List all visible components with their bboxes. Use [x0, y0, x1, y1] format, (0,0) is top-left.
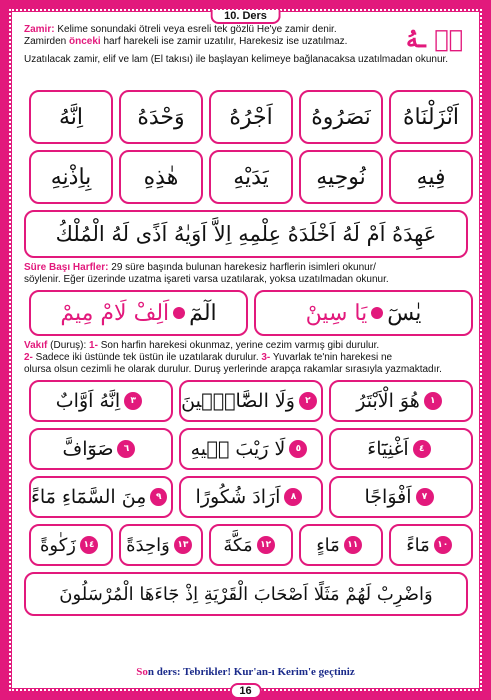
vakif-l3: olursa olsun cezimli he olarak durulur. Duruş yerlerinde arapça rakamlar sırasıyla yazmaktadır.: [24, 364, 442, 375]
harf-reading: اَلِفْ لَامْ مِيمْ: [60, 300, 170, 326]
vakif-box: [29, 380, 173, 422]
vakif-n1: 1-: [89, 340, 98, 351]
vakif-word: مَٓاءٍ: [316, 534, 340, 556]
stop-number-badge: ١٣: [174, 536, 192, 554]
sure-basi-line1: 29 süre başında bulunan harekesiz harflerin isimleri okunur/: [108, 262, 376, 273]
page-number: 16: [229, 683, 261, 699]
stop-number-badge: ٧: [416, 488, 434, 506]
word-box: اَجْرُهُ: [209, 90, 293, 144]
vakif-last-row: [24, 524, 473, 566]
vakif-box: [299, 524, 383, 566]
harf-text: الٓمٓ: [189, 300, 217, 326]
harf-text: يٰسٓ: [387, 300, 422, 326]
word-box: نَصَرُوهُ: [299, 90, 383, 144]
zamir-section: [18, 24, 473, 88]
zamir-line2b: önceki: [69, 36, 101, 47]
vakif-box: [29, 476, 173, 518]
stop-number-badge: ٩: [150, 488, 167, 506]
sure-basi-label: Süre Başı Harfler:: [24, 262, 109, 273]
vakif-word: وَلَا الضَّٓالّ۪ينَ: [181, 390, 295, 412]
zamir-line3: Uzatılacak zamir, elif ve lam (El takısı) ile başlayan kelimeye bağlanacaksa uzatılmadan okunur.: [24, 54, 449, 65]
word-box: اَنْزَلْنَاهُ: [389, 90, 473, 144]
stop-number-badge: ١٠: [434, 536, 452, 554]
vakif-box: [29, 428, 173, 470]
vakif-l1b: Son harfin harekesi okunmaz, yerine cezim varmış gibi durulur.: [97, 340, 380, 351]
vakif-box: [329, 428, 473, 470]
footer-message: [12, 666, 479, 678]
sure-basi-text: [24, 262, 486, 286]
vakif-box: [179, 476, 323, 518]
vakif-word: وَاحِدَةً: [126, 534, 170, 556]
vakif-n2: 2-: [24, 352, 33, 363]
vakif-grid: [24, 380, 473, 518]
stop-number-badge: ٣: [124, 392, 142, 410]
vakif-word: اَرَادَ شُكُورًا: [195, 486, 281, 508]
stop-number-badge: ١٢: [257, 536, 275, 554]
stop-number-badge: ٨: [284, 488, 302, 506]
vakif-box: [179, 428, 323, 470]
zamir-line2c: harf harekeli ise zamir uzatılır, Harekesiz ise uzatılmaz.: [100, 36, 348, 47]
vakif-label: Vakıf: [24, 340, 48, 351]
harf-box-elif: [29, 290, 248, 336]
bullet-icon: [371, 307, 383, 319]
word-box: بِاِذْنِهِ: [29, 150, 113, 204]
vakif-word: اَفْوَاجًا: [364, 486, 412, 508]
vakif-word: مَٓاءً: [406, 534, 430, 556]
stop-number-badge: ١٤: [80, 536, 98, 554]
vakif-box: [179, 380, 323, 422]
zamir-text: [24, 24, 414, 48]
vakif-word: مِنَ السَّمَٓاءِ مَٓاءً: [31, 486, 147, 508]
word-box: فِيهِ: [389, 150, 473, 204]
row1: [24, 90, 473, 144]
footer-part-c: Tebrikler! Kur'an-ı Kerim'e geçtiniz: [183, 666, 355, 678]
vakif-n3: 3-: [261, 352, 271, 363]
vakif-word: اَغْنِيَٓاءَ: [367, 438, 409, 460]
vakif-box: [329, 380, 473, 422]
word-box: وَحْدَهُ: [119, 90, 203, 144]
word-box: اِنَّهُ: [29, 90, 113, 144]
vakif-word: صَوَٓافَّ: [62, 438, 114, 460]
word-box: هٰذِهِ: [119, 150, 203, 204]
zamir-label: Zamir:: [24, 24, 55, 35]
vakif-box: [329, 476, 473, 518]
stop-number-badge: ١١: [344, 536, 362, 554]
sure-basi-line2: söylenir. Eğer üzerinde uzatma işareti varsa uzatılarak, yoksa uzatılmadan okunur.: [24, 274, 389, 285]
vakif-text: [24, 340, 486, 376]
vakif-box: [29, 524, 113, 566]
stop-number-badge: ٥: [289, 440, 307, 458]
vakif-l2a: Sadece iki üstünde tek üstün ile uzatılarak durulur.: [32, 352, 262, 363]
zamir-line2a: Zamirden: [24, 36, 70, 47]
vakif-row: [24, 428, 473, 470]
stop-number-badge: ١: [424, 392, 442, 410]
harf-box-yasin: [254, 290, 473, 336]
vakif-word: مَكَّةَ: [223, 534, 253, 556]
vakif-word: اِنَّهُ اَوَّابٌ: [55, 390, 121, 412]
bullet-icon: [173, 307, 185, 319]
final-sentence-box: وَاضْرِبْ لَهُمْ مَثَلًا اَصْحَابَ الْقَرْيَةِ اِذْ جَٓاءَهَا الْمُرْسَلُونَ: [24, 572, 468, 616]
zamir-symbol: هٖ ـهُ: [405, 24, 463, 53]
row4: [24, 290, 473, 336]
stop-number-badge: ٦: [117, 440, 135, 458]
stop-number-badge: ٤: [413, 440, 431, 458]
vakif-l2b: Yuvarlak te'nin harekesi ne: [270, 352, 393, 363]
stop-number-badge: ٢: [299, 392, 317, 410]
word-box: يَدَيْهِ: [209, 150, 293, 204]
zamir-line1: Kelime sonundaki ötreli veya esreli tek gözlü He'ye zamir denir.: [54, 24, 337, 35]
row2: [24, 150, 473, 204]
vakif-box: [389, 524, 473, 566]
lesson-tab: 10. Ders: [210, 10, 281, 24]
vakif-row: [24, 476, 473, 518]
sentence-box: عَهِدَهُ اَمْ لَهُ اَخْلَدَهُ عِلْمِهِ اِلاَّ اَوَيٰهُ اَذًى لَهُ الْمُلْكُ: [24, 210, 468, 258]
vakif-l1a: (Duruş):: [47, 340, 90, 351]
footer-part-b: n ders:: [147, 666, 184, 678]
vakif-box: [119, 524, 203, 566]
footer-part-a: So: [136, 666, 148, 678]
vakif-word: زَكٰوةً: [40, 534, 76, 556]
vakif-word: هُوَ الْاَبْتَرُ: [356, 390, 420, 412]
harf-reading: يَا سِينْ: [305, 300, 368, 326]
vakif-row: [24, 380, 473, 422]
word-box: نُوحِيهِ: [299, 150, 383, 204]
vakif-word: لَا رَيْبَ ف۪يهِ: [190, 438, 286, 460]
vakif-box: [209, 524, 293, 566]
